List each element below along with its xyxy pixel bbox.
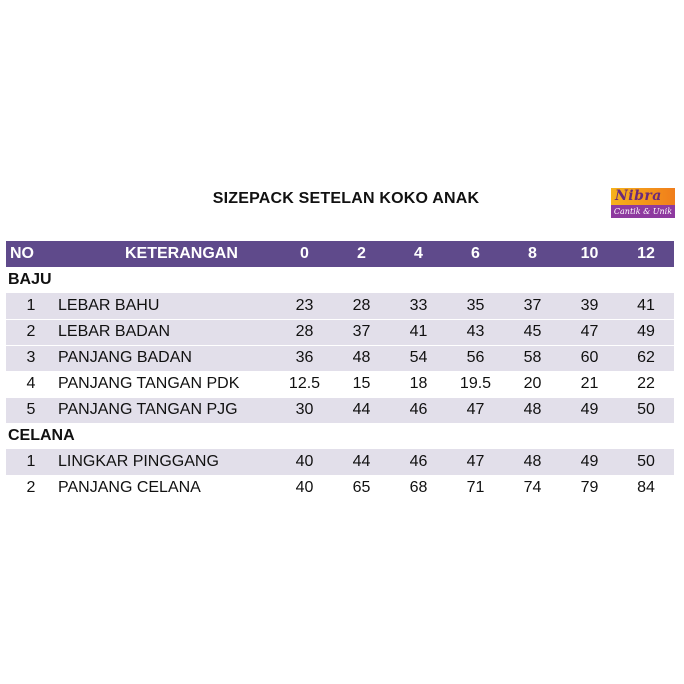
section-row-baju <box>6 267 674 293</box>
row-value: 58 <box>504 345 561 371</box>
row-value: 49 <box>618 319 674 345</box>
row-value: 18 <box>390 371 447 397</box>
row-value: 68 <box>390 475 447 501</box>
row-value: 41 <box>618 293 674 319</box>
row-value: 22 <box>618 371 674 397</box>
row-value: 79 <box>561 475 618 501</box>
row-value: 48 <box>504 397 561 423</box>
row-desc: PANJANG TANGAN PJG <box>50 397 276 423</box>
row-value: 30 <box>276 397 333 423</box>
table-row <box>6 293 674 319</box>
section-row-celana <box>6 423 674 449</box>
row-value: 48 <box>333 345 390 371</box>
row-value: 37 <box>504 293 561 319</box>
row-value: 74 <box>504 475 561 501</box>
header-size-10: 10 <box>580 245 599 262</box>
header-no: NO <box>10 245 34 262</box>
row-value: 37 <box>333 319 390 345</box>
row-value: 35 <box>447 293 504 319</box>
row-value: 44 <box>333 397 390 423</box>
row-value: 45 <box>504 319 561 345</box>
table-row <box>6 371 674 397</box>
row-value: 49 <box>561 397 618 423</box>
row-value: 47 <box>561 319 618 345</box>
table-row <box>6 319 674 345</box>
row-value: 20 <box>504 371 561 397</box>
row-value: 28 <box>276 319 333 345</box>
row-no: 2 <box>6 475 50 501</box>
row-value: 71 <box>447 475 504 501</box>
row-value: 49 <box>561 449 618 475</box>
header-size-12: 12 <box>637 245 655 262</box>
brand-logo <box>611 188 675 218</box>
table-header-row <box>6 241 674 267</box>
row-value: 84 <box>618 475 674 501</box>
row-value: 40 <box>276 449 333 475</box>
table-row <box>6 397 674 423</box>
row-value: 40 <box>276 475 333 501</box>
row-value: 56 <box>447 345 504 371</box>
row-desc: PANJANG CELANA <box>50 475 276 501</box>
size-table <box>6 241 674 502</box>
row-value: 39 <box>561 293 618 319</box>
row-no: 1 <box>6 449 50 475</box>
row-value: 48 <box>504 449 561 475</box>
row-value: 62 <box>618 345 674 371</box>
row-desc: PANJANG TANGAN PDK <box>50 371 276 397</box>
row-value: 44 <box>333 449 390 475</box>
row-value: 19.5 <box>447 371 504 397</box>
row-no: 3 <box>6 345 50 371</box>
table-row <box>6 449 674 475</box>
row-desc: LINGKAR PINGGANG <box>50 449 276 475</box>
row-desc: PANJANG BADAN <box>50 345 276 371</box>
row-value: 21 <box>561 371 618 397</box>
table-row <box>6 475 674 501</box>
row-no: 4 <box>6 371 50 397</box>
logo-tagline: Cantik & Unik <box>611 205 675 218</box>
row-value: 23 <box>276 293 333 319</box>
row-no: 2 <box>6 319 50 345</box>
row-value: 46 <box>390 449 447 475</box>
header-size-8: 8 <box>528 245 537 262</box>
row-desc: LEBAR BAHU <box>50 293 276 319</box>
row-value: 46 <box>390 397 447 423</box>
logo-brand-text: Nibra <box>611 188 675 205</box>
row-value: 33 <box>390 293 447 319</box>
row-no: 5 <box>6 397 50 423</box>
row-value: 28 <box>333 293 390 319</box>
row-desc: LEBAR BADAN <box>50 319 276 345</box>
row-no: 1 <box>6 293 50 319</box>
header-size-2: 2 <box>357 245 366 262</box>
section-label: CELANA <box>6 423 674 449</box>
header-size-4: 4 <box>414 245 423 262</box>
row-value: 65 <box>333 475 390 501</box>
row-value: 36 <box>276 345 333 371</box>
row-value: 43 <box>447 319 504 345</box>
row-value: 12.5 <box>276 371 333 397</box>
header-size-6: 6 <box>471 245 480 262</box>
row-value: 50 <box>618 449 674 475</box>
row-value: 60 <box>561 345 618 371</box>
section-label: BAJU <box>6 267 674 293</box>
page-title: SIZEPACK SETELAN KOKO ANAK <box>212 190 480 207</box>
header-size-0: 0 <box>300 245 309 262</box>
row-value: 15 <box>333 371 390 397</box>
row-value: 50 <box>618 397 674 423</box>
row-value: 41 <box>390 319 447 345</box>
table-row <box>6 345 674 371</box>
row-value: 54 <box>390 345 447 371</box>
row-value: 47 <box>447 397 504 423</box>
header-keterangan: KETERANGAN <box>125 245 238 262</box>
row-value: 47 <box>447 449 504 475</box>
